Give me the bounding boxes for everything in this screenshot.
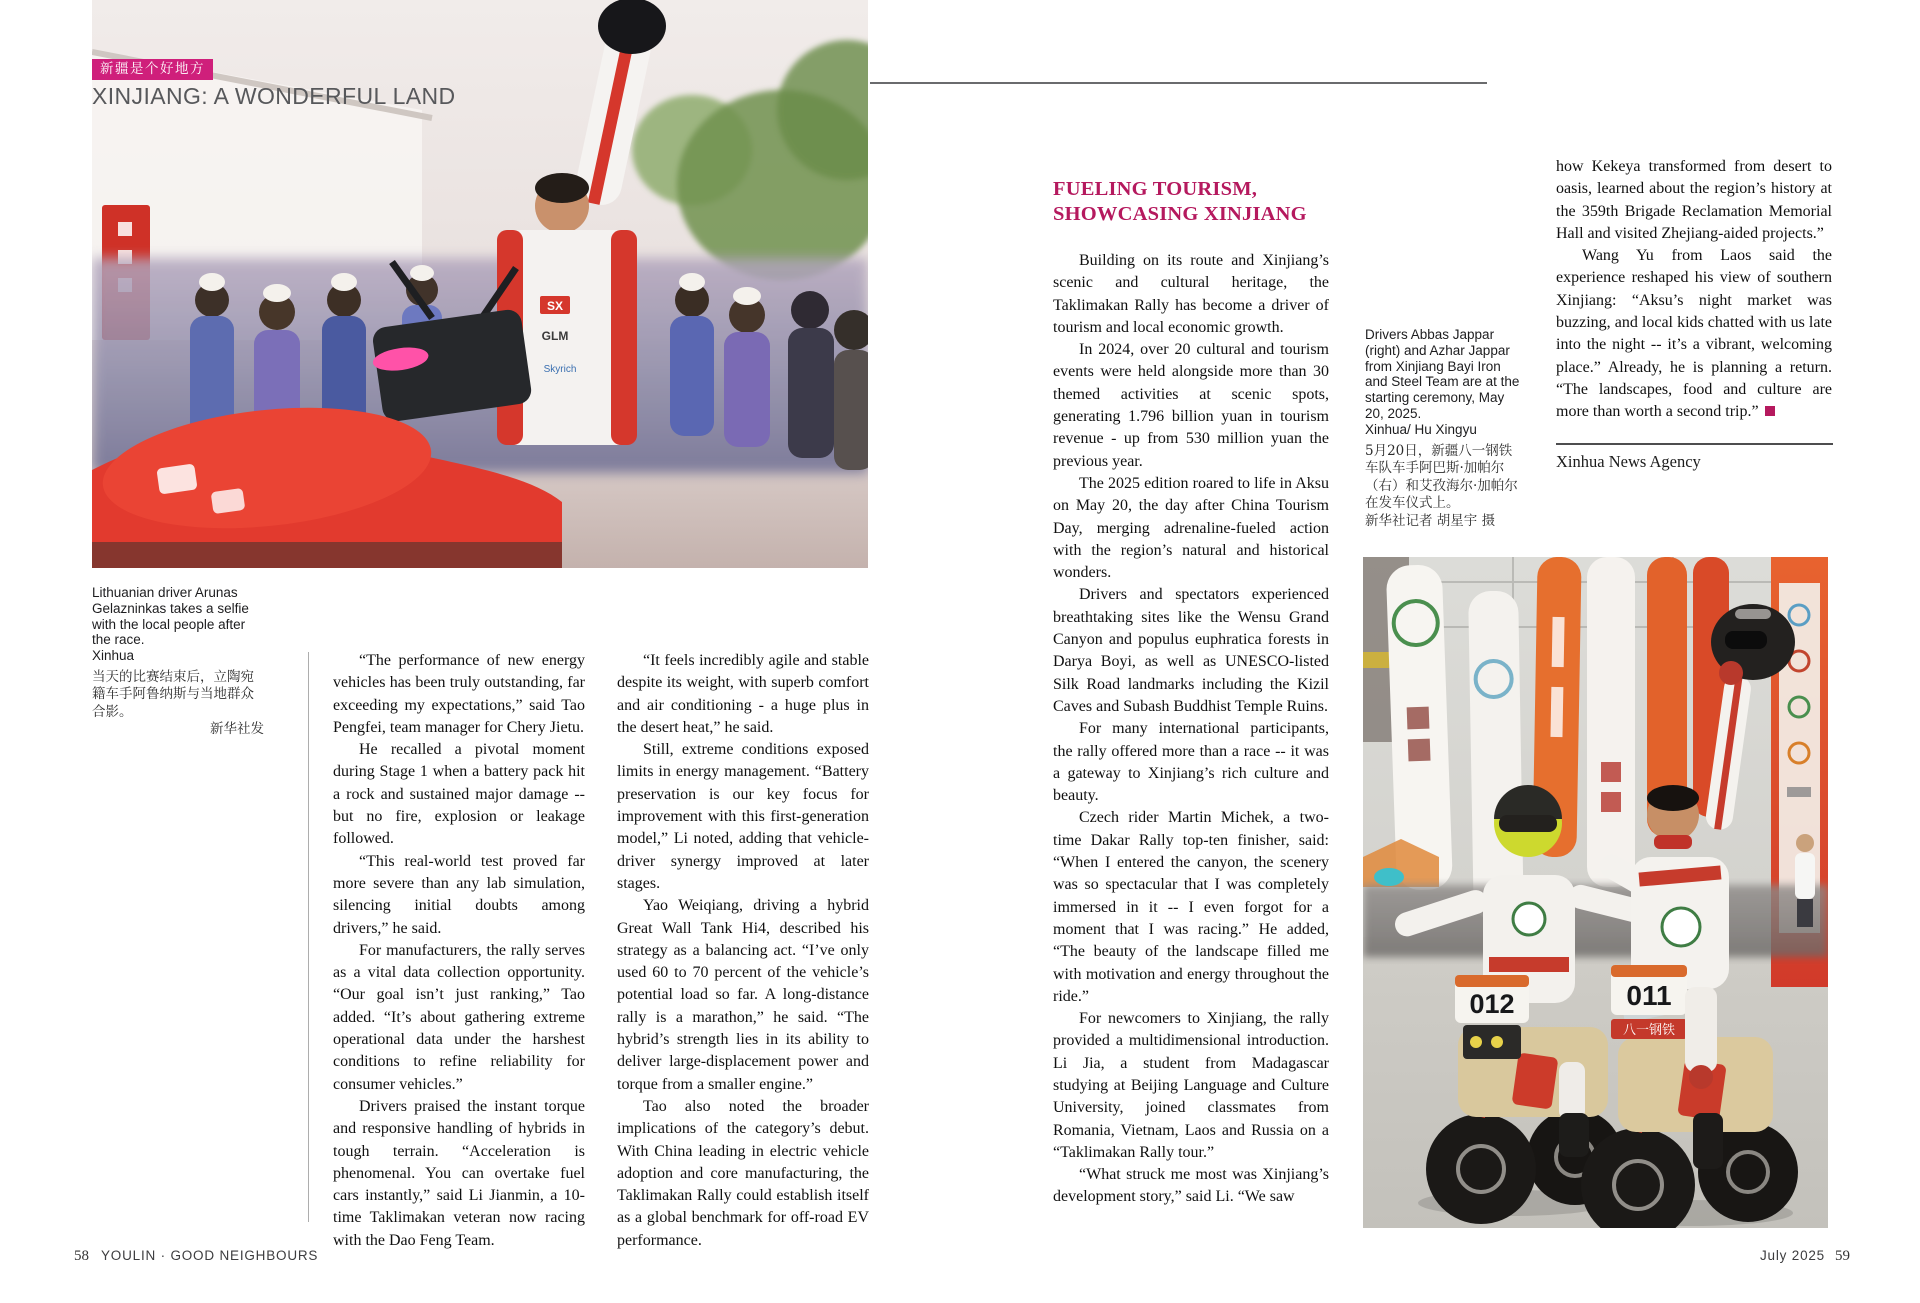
caption-zh-body: 当天的比赛结束后，立陶宛籍车手阿鲁纳斯与当地群众合影。 [92, 668, 254, 720]
paragraph: The 2025 edition roared to life in Aksu on May 20, the day after China Tourism Day, merging adrenaline-fueled action with the region’s natural and historical wonders. [1053, 474, 1329, 582]
dancer [670, 273, 714, 436]
front-wheel [1426, 1114, 1536, 1224]
suit-logo-sx: SX [546, 299, 564, 313]
caption-credit-en: Xinhua/ Hu Xingyu [1365, 421, 1477, 437]
right-photo-illustration [1363, 557, 1828, 1228]
bike-shadow [92, 542, 562, 568]
paragraph: For many international participants, the rally offered more than a race -- it was a gateway to Xinjiang’s rich culture and beauty. [1053, 720, 1329, 805]
left-photo-caption [92, 585, 264, 739]
race-number-right: 011 [1626, 980, 1672, 1011]
paragraph: “It feels incredibly agile and stable despite its weight, with superb comfort and air conditioning - a huge plus in the desert heat,” he said. [617, 652, 869, 736]
column-rule [308, 652, 309, 1222]
paragraph: In 2024, over 20 cultural and tourism events were held alongside more than 30 themed activities at scenic spots, generating 1.796 billion yuan in tourism revenue - up from 530 million yuan the previous year. [1053, 341, 1329, 470]
caption-text-zh [92, 669, 264, 739]
teal-cloth [1374, 868, 1404, 886]
black-glove [598, 0, 666, 54]
paragraph: “The performance of new energy vehicles has been truly outstanding, far exceeding my expectations,” said Tao Pengfei, team manager for Chery Jietu. [333, 652, 585, 736]
white-flag [1587, 557, 1635, 887]
rider-hair [1647, 785, 1699, 811]
headlight [1491, 1036, 1503, 1048]
page-number-right: 59 [1835, 1248, 1850, 1264]
paragraph: For newcomers to Xinjiang, the rally provided a multidimensional introduction. Li Jia, a student from Madagascar studying at Beijing Language and Culture University, joined classmates from Romania, Vietnam, Laos and Russia on a “Taklimakan Rally tour.” [1053, 1010, 1329, 1161]
caption-text-zh [1365, 443, 1523, 531]
rider-leg [1685, 987, 1717, 1072]
paragraph: Tao also noted the broader implications of the category’s debut. With China leading in electric vehicle adoption and core manufacturing, the Taklimakan Rally could establish itself as a global benchmark for off-road EV performance. [617, 1097, 869, 1249]
suit-red-band [1489, 957, 1569, 972]
spectator [834, 310, 868, 470]
plate-header-strip [1611, 965, 1687, 977]
suit-logo-skyrich: Skyrich [543, 364, 577, 375]
glove [1719, 661, 1743, 685]
race-number-left: 012 [1469, 989, 1515, 1019]
bike-red-accent [1512, 1052, 1559, 1109]
byline-rule [1556, 443, 1833, 445]
section-tag-label: 新疆是个好地方 [100, 61, 205, 76]
paragraph: Drivers and spectators experienced breathtaking sites like the Wensu Grand Canyon and populus euphratica forests in Darya Boyi, as well as UNESCO-listed Silk Road landmarks including the Kizil Caves and Subash Buddhist Temple Ruins. [1053, 586, 1329, 715]
neck-scarf [1654, 835, 1692, 849]
paragraph [1556, 245, 1832, 423]
team-logo [1662, 908, 1700, 946]
helmet-visor-opening [1725, 631, 1767, 649]
footer-issue-label: July 2025 [1760, 1248, 1825, 1263]
rider-hair [535, 173, 589, 203]
headline-line-2: SHOWCASING XINJIANG [1053, 203, 1307, 225]
article-headline [1053, 177, 1307, 227]
headlight [1470, 1036, 1482, 1048]
suit-red-panel [611, 230, 637, 445]
caption-zh-body: 5月20日，新疆八一钢铁车队车手阿巴斯·加帕尔（右）和艾孜海尔·加帕尔在发车仪式上。 [1365, 442, 1518, 512]
left-page-column-1 [333, 650, 585, 1252]
section-tag [92, 59, 213, 80]
footer-magazine-label: YOULIN · GOOD NEIGHBOURS [101, 1248, 319, 1263]
footer-right [1760, 1247, 1850, 1265]
team-band-text: 八一钢铁 [1622, 1023, 1676, 1038]
dancer [724, 287, 770, 447]
right-page-top-rule [870, 82, 1487, 84]
article-end-mark [1765, 406, 1775, 416]
white-flag [1468, 591, 1524, 922]
team-logo [1513, 903, 1545, 935]
banner-character-mark [118, 222, 132, 236]
paragraph: “This real-world test proved far more severe than any lab simulation, silencing initial doubts among drivers,” he said. [333, 852, 585, 937]
rider-boot [1559, 1113, 1589, 1157]
official-in-white [1795, 834, 1815, 927]
left-page-column-2 [617, 650, 869, 1252]
spectator [788, 291, 834, 458]
right-page-column-2 [1556, 156, 1832, 424]
page-number-left: 58 [74, 1248, 89, 1264]
rider-boot [1693, 1113, 1723, 1169]
caption-text-en: Lithuanian driver Arunas Gelazninkas takes a selfie with the local people after the race. [92, 585, 249, 648]
paragraph: Yao Weiqiang, driving a hybrid Great Wall Tank Hi4, described his strategy as a balancing act. “I’ve only used 60 to 70 percent of the vehicle’s potential load so far. A long-distance rally is a marathon,” he said. “The hybrid’s strength lies in its ability to deliver large-displacement power and torque from a smaller engine.” [617, 897, 869, 1093]
paragraph: Building on its route and Xinjiang’s scenic and cultural heritage, the Taklimakan Rally has become a driver of tourism and local economic growth. [1053, 252, 1329, 336]
page-title: XINJIANG: A WONDERFUL LAND [92, 83, 456, 109]
paragraph: Drivers praised the instant torque and responsive handling of hybrids in tough terrain. “Acceleration is phenomenal. You can overtake fuel cars instantly,” said Li Jianmin, a 10-time Taklimakan veteran now racing with the Dao Feng Team. [333, 1097, 585, 1249]
paragraph: how Kekeya transformed from desert to oasis, learned about the region’s history at the 359th Brigade Reclamation Memorial Hall and visited Zhejiang-aided projects.” [1556, 158, 1832, 242]
paragraph: He recalled a pivotal moment during Stage 1 when a battery pack hit a rock and sustained major damage -- but no fire, explosion or leakage followed. [333, 741, 585, 848]
paragraph: Czech rider Martin Michek, a two-time Dakar Rally top-ten finisher, said: “When I entered the canyon, the scenery was so spectacular that I was completely immersed in it -- I even forgot for a moment that I was racing.” He added, “The beauty of the landscape filled me with motivation and energy throughout the ride.” [1053, 809, 1329, 1005]
caption-text-en: Drivers Abbas Jappar (right) and Azhar Jappar from Xinjiang Bayi Iron and Steel Team are at the starting ceremony, May 20, 2025. [1365, 327, 1520, 421]
starting-ceremony-caption [1365, 327, 1523, 530]
paragraph: “What struck me most was Xinjiang’s development story,” said Li. “We saw [1053, 1166, 1329, 1206]
byline: Xinhua News Agency [1556, 452, 1701, 471]
footer-left [74, 1247, 318, 1265]
fairing-decal [211, 488, 246, 514]
plate-header-strip [1455, 975, 1529, 987]
caption-credit-zh: 新华社记者 胡星宇 摄 [1365, 512, 1496, 529]
helmet-visor [1499, 815, 1557, 832]
caption-credit-en: Xinhua [92, 648, 135, 664]
fairing-decal [156, 463, 197, 494]
sponsor-logo [1787, 787, 1811, 797]
caption-credit-zh: 新华社发 [210, 721, 264, 738]
right-photo-starting-ceremony [1363, 557, 1828, 1228]
paragraph: For manufacturers, the rally serves as a vital data collection opportunity. “Our goal isn’t just ranking,” Tao added. “It’s about gathering extreme operational data under the harshest conditions to refine reliability for consumer vehicles.” [333, 941, 585, 1093]
headline-line-1: FUELING TOURISM, [1053, 178, 1258, 200]
suit-logo-glm: GLM [541, 329, 569, 343]
helmet-stripe [1735, 609, 1771, 619]
paragraph-text: Wang Yu from Laos said the experience reshaped his view of southern Xinjiang: “Aksu’s night market was buzzing, and local kids chatted with us late into the night -- it’s a vibrant, welcoming place.” Already, he is planning a return. “The landscapes, food and culture are more than worth a second trip.” [1556, 247, 1832, 421]
knee-pad [1689, 1065, 1713, 1089]
right-page-column-1 [1053, 250, 1329, 1209]
paragraph: Still, extreme conditions exposed limits in energy management. “Battery preservation is our key focus for improvement with this first-generation model,” Li noted, adding that vehicle-driver synergy improved at later stages. [617, 741, 869, 892]
rider-leg [1559, 1062, 1585, 1120]
